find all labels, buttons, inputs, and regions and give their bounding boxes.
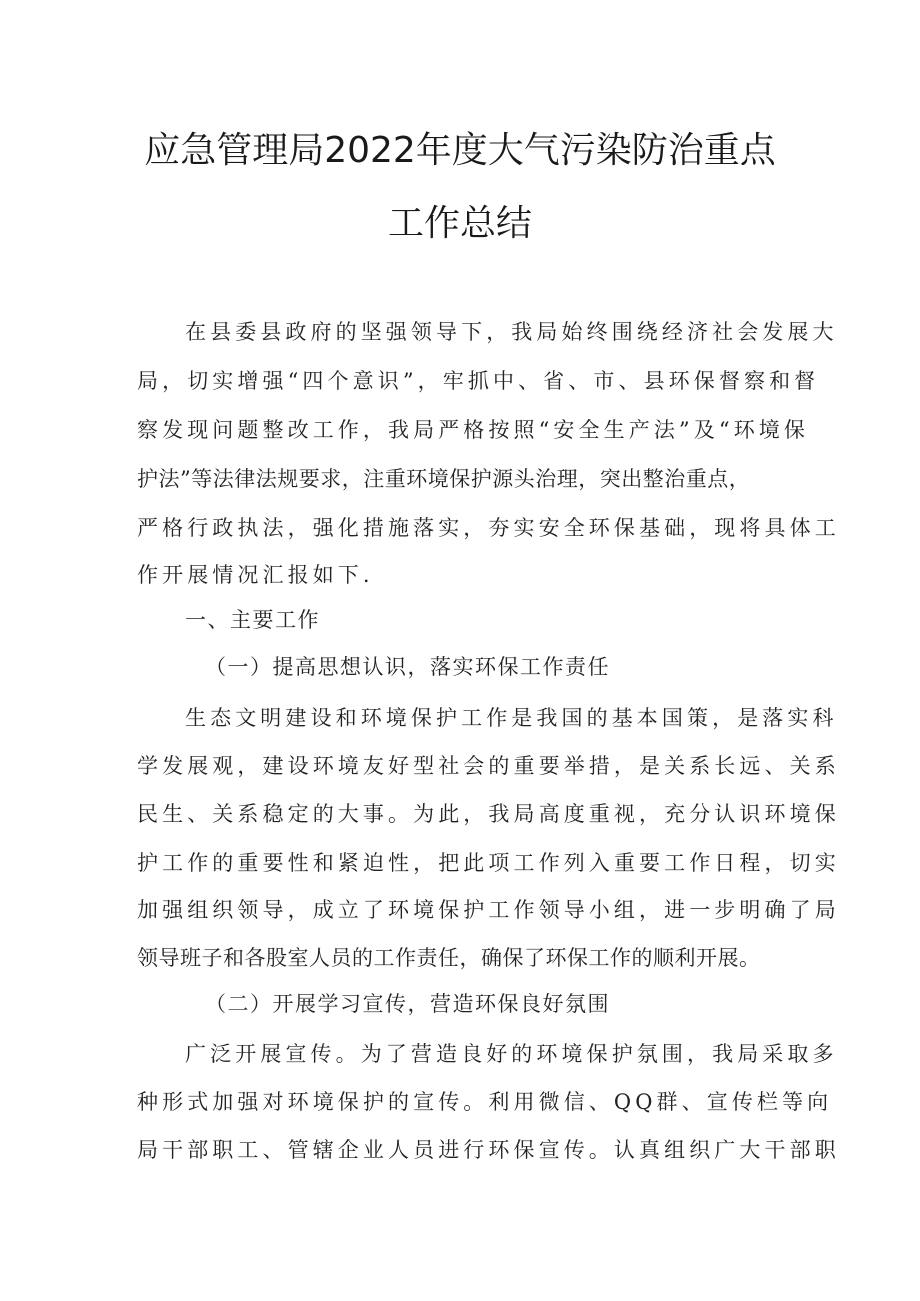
paragraph-line: 领导班子和各股室人员的工作责任，确保了环保工作的顺利开展。 bbox=[137, 946, 761, 970]
intro-paragraph-line: 察发现问题整改工作，我局严格按照“安全生产法”及“环境保 bbox=[137, 418, 810, 442]
paragraph-line: 局干部职工、管辖企业人员进行环保宣传。认真组织广大干部职 bbox=[137, 1138, 840, 1162]
paragraph-line: 生态文明建设和环境保护工作是我国的基本国策，是落实科 bbox=[185, 706, 838, 730]
intro-paragraph-line: 局，切实增强“四个意识”，牢抓中、省、市、县环保督察和督 bbox=[137, 369, 820, 393]
subsection-heading: （二）开展学习宣传，营造环保良好氛围 bbox=[205, 992, 610, 1016]
paragraph-line: 种形式加强对环境保护的宣传。利用微信、QQ群、宣传栏等向 bbox=[137, 1090, 833, 1114]
paragraph-line: 民生、关系稳定的大事。为此，我局高度重视，充分认识环境保 bbox=[137, 802, 840, 826]
section-heading: 一、主要工作 bbox=[185, 608, 320, 632]
paragraph-line: 加强组织领导，成立了环境保护工作领导小组，进一步明确了局 bbox=[137, 898, 840, 922]
intro-paragraph-line: 严格行政执法，强化措施落实，夯实安全环保基础，现将具体工 bbox=[137, 516, 840, 540]
intro-paragraph-line: 护法”等法律法规要求，注重环境保护源头治理，突出整治重点， bbox=[137, 467, 751, 491]
paragraph-line: 护工作的重要性和紧迫性，把此项工作列入重要工作日程，切实 bbox=[137, 851, 840, 875]
document-title-line-1: 应急管理局2022年度大气污染防治重点 bbox=[144, 130, 776, 171]
subsection-heading: （一）提高思想认识，落实环保工作责任 bbox=[205, 655, 610, 679]
intro-paragraph-line: 作开展情况汇报如下. bbox=[137, 563, 374, 587]
document-title-line-2: 工作总结 bbox=[387, 203, 532, 244]
paragraph-line: 学发展观，建设环境友好型社会的重要举措，是关系长远、关系 bbox=[137, 754, 840, 778]
paragraph-line: 广泛开展宣传。为了营造良好的环境保护氛围，我局采取多 bbox=[185, 1042, 838, 1066]
intro-paragraph-line: 在县委县政府的坚强领导下，我局始终围绕经济社会发展大 bbox=[185, 320, 838, 344]
